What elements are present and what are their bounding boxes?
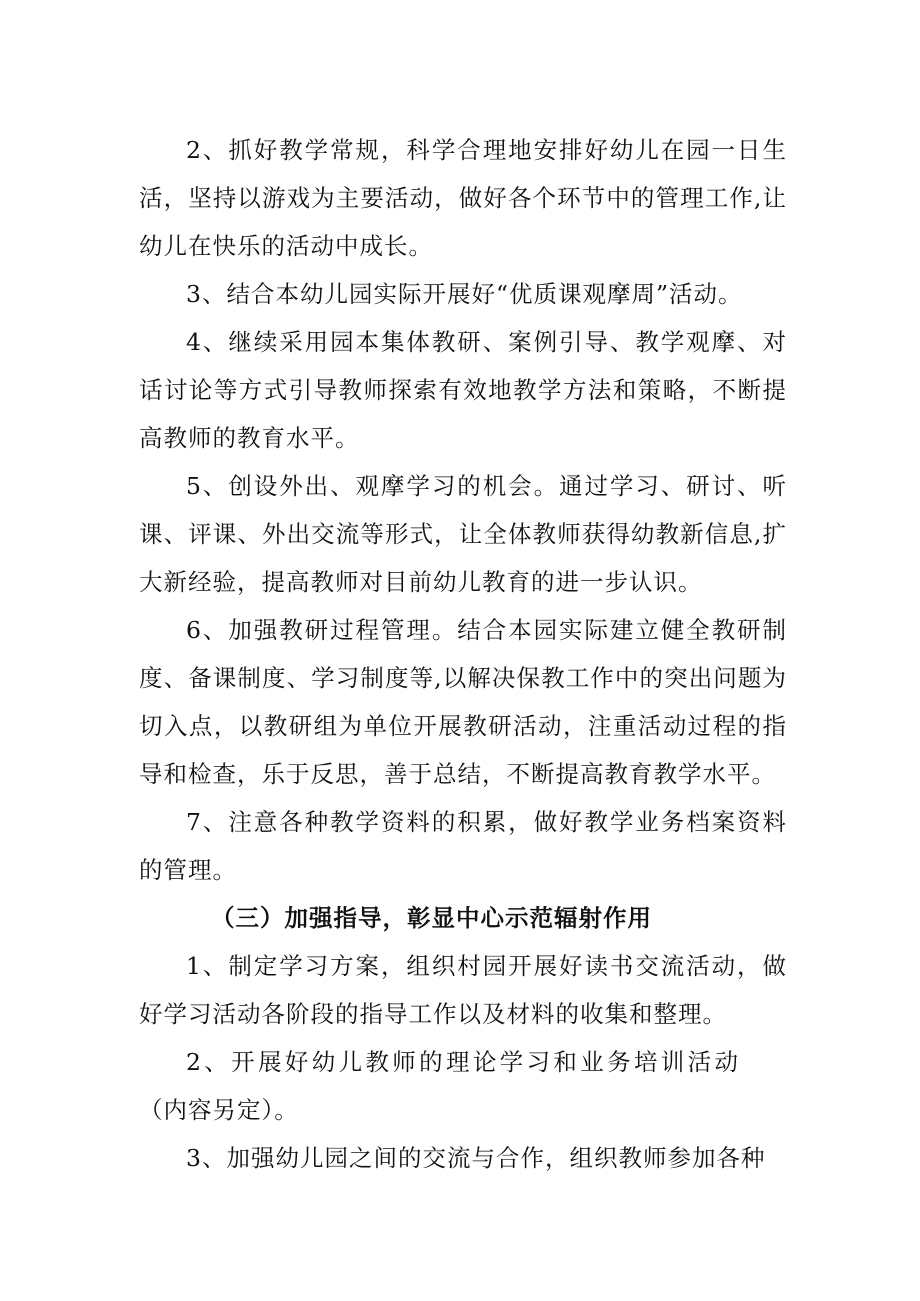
paragraph-item-3: 3、结合本幼儿园实际开展好“优质课观摩周”活动。: [186, 280, 743, 308]
section-paragraph-1: 1、制定学习方案，组织村园开展好读书交流活动，做好学习活动各阶段的指导工作以及材料的收集和整理。: [139, 952, 787, 1028]
paragraph-item-7: 7、注意各种教学资料的积累，做好教学业务档案资料的管理。: [139, 808, 787, 884]
paragraph-item-6: 6、加强教研过程管理。结合本园实际建立健全教研制度、备课制度、学习制度等,以解决保教工作中的突出问题为切入点，以教研组为单位开展教研活动，注重活动过程的指导和检查，乐于反思，善于总结，不断提高教育教学水平。: [139, 616, 787, 788]
paragraph-item-4: 4、继续采用园本集体教研、案例引导、教学观摩、对话讨论等方式引导教师探索有效地教学方法和策略，不断提高教师的教育水平。: [139, 328, 787, 452]
document-body: [139, 126, 787, 1182]
section-heading: （三）加强指导，彰显中心示范辐射作用: [211, 904, 652, 932]
section-paragraph-2: 2、开展好幼儿教师的理论学习和业务培训活动（内容另定）。: [139, 1048, 739, 1124]
paragraph-item-5: 5、创设外出、观摩学习的机会。通过学习、研讨、听课、评课、外出交流等形式，让全体教师获得幼教新信息,扩大新经验，提高教师对目前幼儿教育的进一步认识。: [139, 472, 787, 596]
paragraph-item-2: 2、抓好教学常规，科学合理地安排好幼儿在园一日生活，坚持以游戏为主要活动，做好各个环节中的管理工作,让幼儿在快乐的活动中成长。: [139, 136, 787, 260]
section-paragraph-3: 3、加强幼儿园之间的交流与合作，组织教师参加各种: [186, 1144, 766, 1172]
